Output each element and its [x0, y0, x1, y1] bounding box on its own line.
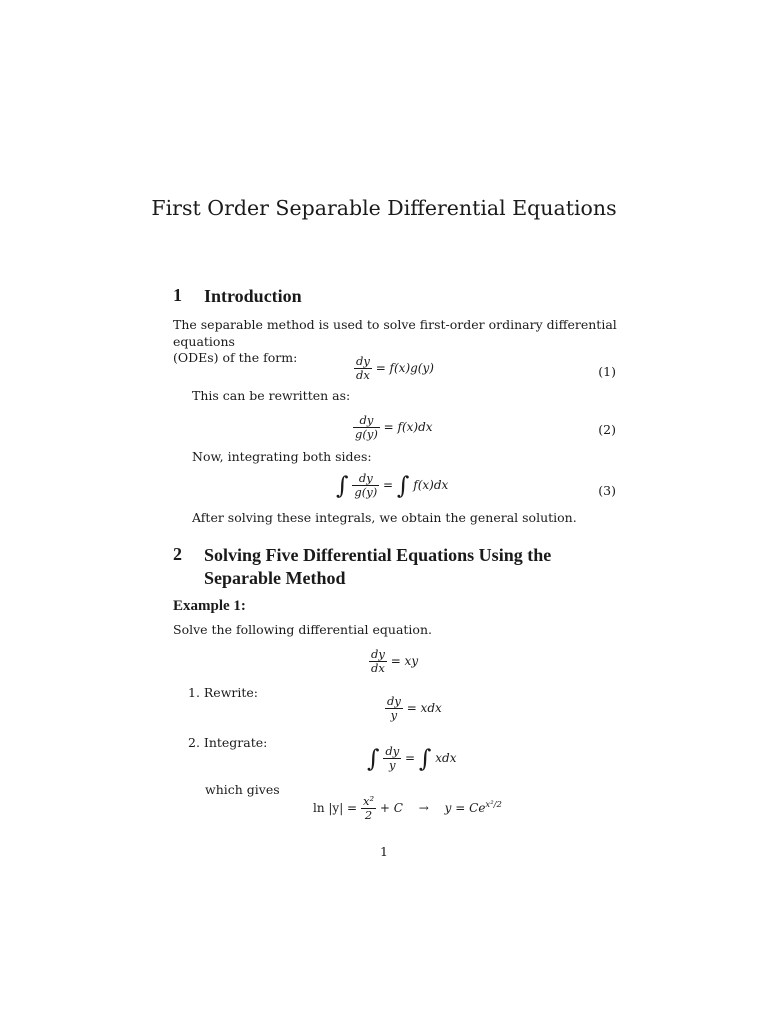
- equation-2: [353, 414, 433, 441]
- integral-sign: ∫: [336, 471, 349, 500]
- eq3-fraction: [352, 472, 379, 499]
- eq1-rhs: = f(x)g(y): [375, 361, 434, 375]
- which-gives-text: which gives: [205, 782, 280, 797]
- step1-numerator: dy: [387, 694, 401, 708]
- example-1-result: [313, 795, 502, 822]
- after-text: After solving these integrals, we obtain the general solution.: [192, 510, 577, 525]
- eq2-denominator: g(y): [355, 427, 378, 441]
- eq1-label: (1): [598, 364, 616, 379]
- eq1-denominator: dx: [356, 368, 370, 382]
- result-constant: + C: [379, 801, 403, 815]
- eq3-denominator: g(y): [354, 485, 378, 499]
- result-numerator: x²: [362, 794, 375, 808]
- ex1-numerator: dy: [371, 647, 385, 661]
- result-rhs: y = Ce: [444, 801, 486, 815]
- step-1-label: 1. Rewrite:: [188, 685, 259, 700]
- result-exponent: x²/2: [485, 800, 502, 810]
- ex1-rhs: = xy: [390, 654, 419, 668]
- integral-sign: ∫: [367, 744, 380, 773]
- ex1-denominator: dx: [371, 661, 385, 675]
- paper-title: First Order Separable Differential Equations: [151, 196, 617, 220]
- intro-line-2: (ODEs) of the form:: [173, 350, 298, 365]
- integrate-text: Now, integrating both sides:: [192, 449, 372, 464]
- result-denominator: 2: [364, 808, 373, 822]
- result-lhs: ln |y| =: [313, 801, 358, 815]
- step2-fraction: [383, 745, 401, 772]
- step-2-label: 2. Integrate:: [188, 735, 268, 750]
- example-1-heading: Example 1:: [173, 598, 246, 614]
- step1-denominator: y: [390, 708, 398, 722]
- eq2-numerator: dy: [353, 414, 380, 428]
- rewrite-text: This can be rewritten as:: [192, 388, 351, 403]
- eq3-label: (3): [598, 483, 616, 498]
- example-1-equation: [369, 648, 418, 675]
- equation-1: [354, 355, 434, 382]
- integral-sign: ∫: [418, 744, 432, 773]
- step1-rhs: = xdx: [406, 701, 442, 715]
- step-1-equation: [385, 695, 442, 722]
- eq2-fraction: [353, 414, 380, 441]
- intro-line-1: The separable method is used to solve first-order ordinary differential equations: [173, 317, 617, 349]
- section-1-title: Introduction: [204, 286, 302, 306]
- integral-sign: ∫: [396, 471, 410, 500]
- step1-fraction: [385, 695, 403, 722]
- step2-equals: =: [405, 751, 416, 765]
- eq1-fraction: [354, 355, 372, 382]
- right-arrow-icon: →: [418, 801, 429, 815]
- eq3-numerator: dy: [352, 472, 379, 486]
- section-2-title-line-2: Separable Method: [204, 568, 346, 588]
- step2-rhs: xdx: [435, 751, 457, 765]
- eq2-rhs: = f(x)dx: [383, 420, 433, 434]
- page-number: 1: [380, 844, 388, 859]
- section-1-number: 1: [173, 285, 182, 305]
- eq1-numerator: dy: [356, 354, 370, 368]
- step-2-equation: [367, 745, 456, 772]
- step2-numerator: dy: [385, 744, 400, 758]
- eq3-equals: =: [383, 478, 394, 492]
- result-fraction: [361, 795, 376, 822]
- section-2-number: 2: [173, 544, 182, 564]
- section-2-title-line-1: Solving Five Differential Equations Using the: [204, 545, 552, 565]
- equation-3: [336, 472, 448, 499]
- example-1-prompt: Solve the following differential equation.: [173, 622, 432, 637]
- step2-denominator: y: [389, 758, 396, 772]
- ex1-fraction: [369, 648, 387, 675]
- eq3-rhs: f(x)dx: [413, 478, 449, 492]
- eq2-label: (2): [598, 422, 616, 437]
- section-2-title: [204, 544, 551, 590]
